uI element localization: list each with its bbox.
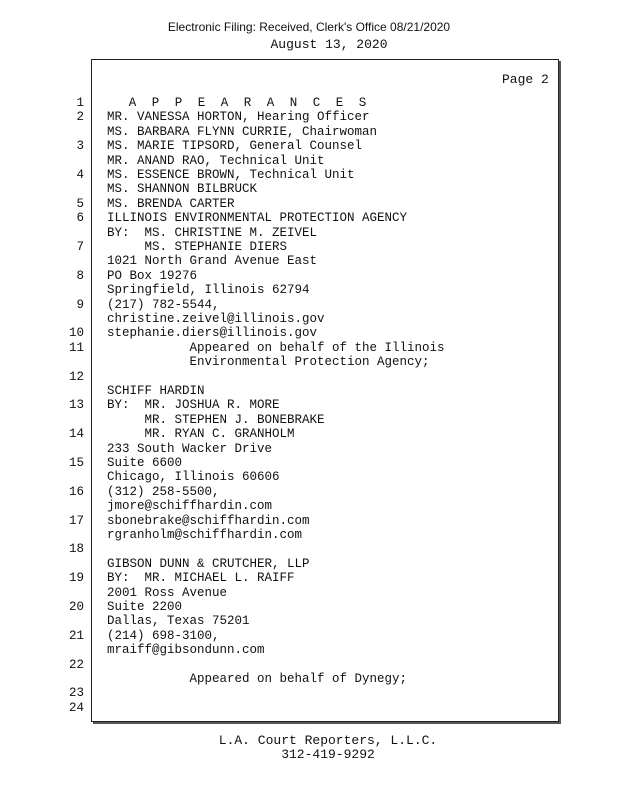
line-number: 2 bbox=[76, 110, 84, 125]
line-number: 16 bbox=[68, 484, 84, 499]
transcript-line bbox=[60, 442, 560, 457]
line-number: 5 bbox=[76, 196, 84, 211]
line-text: MS. STEPHANIE DIERS bbox=[107, 240, 288, 254]
line-text: ILLINOIS ENVIRONMENTAL PROTECTION AGENCY bbox=[107, 211, 408, 226]
page-number: Page 2 bbox=[502, 72, 549, 87]
transcript-line bbox=[60, 168, 560, 183]
line-text: Springfield, Illinois 62794 bbox=[107, 283, 310, 298]
line-text: Appeared on behalf of the Illinois bbox=[107, 340, 445, 355]
line-number: 8 bbox=[76, 268, 84, 283]
transcript-line bbox=[60, 542, 560, 557]
line-text: rgranholm@schiffhardin.com bbox=[107, 528, 303, 542]
line-text: (214) 698-3100, bbox=[107, 628, 220, 643]
line-number: 7 bbox=[76, 240, 84, 254]
electronic-filing-stamp: Electronic Filing: Received, Clerk's Office 08/21/2020 bbox=[167, 20, 451, 34]
line-text: MR. VANESSA HORTON, Hearing Officer bbox=[107, 110, 370, 125]
transcript-line bbox=[60, 672, 560, 687]
transcript-line bbox=[60, 456, 560, 471]
line-number: 3 bbox=[76, 139, 84, 154]
transcript-line bbox=[60, 182, 560, 197]
transcript-line bbox=[60, 686, 560, 701]
line-text: Environmental Protection Agency; bbox=[107, 355, 430, 370]
transcript-line bbox=[60, 298, 560, 313]
transcript-line bbox=[60, 586, 560, 601]
transcript-line bbox=[60, 485, 560, 500]
transcript-line bbox=[60, 514, 560, 529]
line-text: 1021 North Grand Avenue East bbox=[107, 254, 318, 269]
transcript-line bbox=[60, 269, 560, 284]
transcript-line bbox=[60, 557, 560, 572]
transcript-date: August 13, 2020 bbox=[270, 37, 388, 52]
line-text: Appeared on behalf of Dynegy; bbox=[107, 672, 408, 686]
line-number: 20 bbox=[68, 600, 84, 614]
line-number: 12 bbox=[68, 369, 84, 384]
transcript-line bbox=[60, 370, 560, 385]
line-text: Chicago, Illinois 60606 bbox=[107, 470, 280, 485]
line-number: 11 bbox=[68, 340, 84, 355]
line-number: 24 bbox=[68, 700, 84, 715]
transcript-line bbox=[60, 240, 560, 255]
line-number: 4 bbox=[76, 168, 84, 182]
transcript-line bbox=[60, 197, 560, 212]
line-text: mraiff@gibsondunn.com bbox=[107, 643, 265, 658]
line-number: 21 bbox=[68, 628, 84, 643]
line-text: jmore@schiffhardin.com bbox=[107, 499, 273, 514]
line-text: MR. ANAND RAO, Technical Unit bbox=[107, 153, 325, 168]
line-text: BY: MR. JOSHUA R. MORE bbox=[107, 398, 280, 413]
transcript-line bbox=[60, 139, 560, 154]
line-text: Dallas, Texas 75201 bbox=[107, 614, 250, 629]
court-reporter-phone: 312-419-9292 bbox=[281, 747, 375, 762]
line-number: 18 bbox=[68, 542, 84, 557]
line-text: christine.zeivel@illinois.gov bbox=[107, 312, 325, 326]
line-text: MS. ESSENCE BROWN, Technical Unit bbox=[107, 168, 355, 182]
line-number: 10 bbox=[68, 326, 84, 341]
line-text: MS. BARBARA FLYNN CURRIE, Chairwoman bbox=[107, 124, 378, 139]
transcript-line bbox=[60, 211, 560, 226]
line-text: (217) 782-5544, bbox=[107, 297, 220, 312]
transcript-line bbox=[60, 384, 560, 399]
line-text: BY: MS. CHRISTINE M. ZEIVEL bbox=[107, 225, 318, 240]
line-number: 15 bbox=[68, 456, 84, 470]
line-text: MR. STEPHEN J. BONEBRAKE bbox=[107, 412, 325, 427]
line-text: Suite 6600 bbox=[107, 456, 183, 470]
line-text: Suite 2200 bbox=[107, 600, 183, 614]
transcript-line bbox=[60, 413, 560, 428]
transcript-line bbox=[60, 226, 560, 241]
transcript-line bbox=[60, 600, 560, 615]
line-number: 17 bbox=[68, 513, 84, 528]
line-text: GIBSON DUNN & CRUTCHER, LLP bbox=[107, 556, 310, 571]
transcript-line bbox=[60, 96, 560, 111]
transcript-line bbox=[60, 341, 560, 356]
transcript-line bbox=[60, 154, 560, 169]
transcript-line bbox=[60, 283, 560, 298]
line-text: MS. SHANNON BILBRUCK bbox=[107, 182, 258, 197]
transcript-line bbox=[60, 398, 560, 413]
transcript-line bbox=[60, 614, 560, 629]
line-text: sbonebrake@schiffhardin.com bbox=[107, 513, 310, 528]
transcript-line bbox=[60, 110, 560, 125]
line-number: 13 bbox=[68, 398, 84, 413]
line-text: PO Box 19276 bbox=[107, 268, 198, 283]
transcript-line bbox=[60, 499, 560, 514]
transcript-line bbox=[60, 701, 560, 716]
appearances-heading: A P P E A R A N C E S bbox=[128, 96, 371, 110]
line-number: 9 bbox=[76, 297, 84, 312]
transcript-line bbox=[60, 326, 560, 341]
transcript-line bbox=[60, 254, 560, 269]
transcript-line bbox=[60, 643, 560, 658]
line-number: 6 bbox=[76, 211, 84, 226]
line-text: MR. RYAN C. GRANHOLM bbox=[107, 427, 295, 442]
line-number: 22 bbox=[68, 657, 84, 672]
court-reporter-name: L.A. Court Reporters, L.L.C. bbox=[218, 733, 438, 748]
transcript-line bbox=[60, 125, 560, 140]
line-text: MS. MARIE TIPSORD, General Counsel bbox=[107, 139, 363, 154]
line-text: BY: MR. MICHAEL L. RAIFF bbox=[107, 571, 295, 586]
transcript-line bbox=[60, 658, 560, 673]
transcript-line bbox=[60, 571, 560, 586]
transcript-line bbox=[60, 355, 560, 370]
line-number: 1 bbox=[76, 96, 84, 110]
line-text: stephanie.diers@illinois.gov bbox=[107, 326, 318, 341]
line-text: (312) 258-5500, bbox=[107, 484, 220, 499]
line-text: 233 South Wacker Drive bbox=[107, 441, 273, 456]
line-number: 23 bbox=[68, 686, 84, 701]
line-text: SCHIFF HARDIN bbox=[107, 384, 205, 398]
line-text: 2001 Ross Avenue bbox=[107, 585, 228, 600]
transcript-line bbox=[60, 528, 560, 543]
transcript-line bbox=[60, 312, 560, 327]
transcript-line bbox=[60, 470, 560, 485]
line-number: 19 bbox=[68, 571, 84, 586]
transcript-line bbox=[60, 629, 560, 644]
line-text: MS. BRENDA CARTER bbox=[107, 196, 235, 211]
line-number: 14 bbox=[68, 427, 84, 442]
transcript-line bbox=[60, 427, 560, 442]
